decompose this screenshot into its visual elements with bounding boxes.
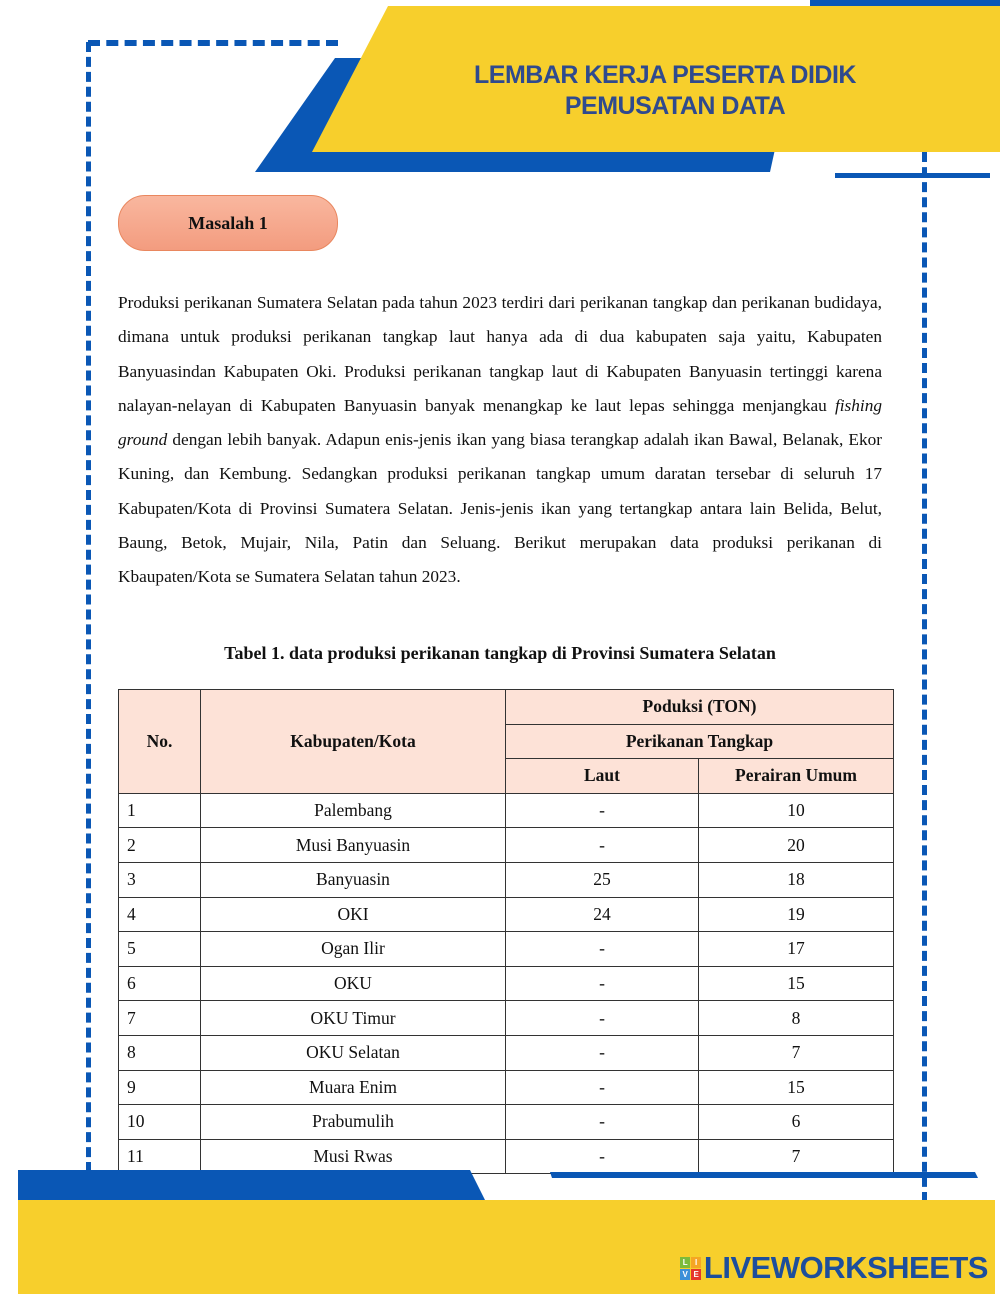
cell-no: 8: [119, 1035, 201, 1070]
cell-laut: -: [506, 793, 699, 828]
page-title: [400, 60, 930, 122]
cell-kabupaten: OKU: [201, 966, 506, 1001]
table-row: [119, 828, 894, 863]
cell-no: 3: [119, 862, 201, 897]
liveworksheets-brand: [680, 1250, 988, 1286]
cell-umum: 15: [699, 1070, 894, 1105]
cell-no: 2: [119, 828, 201, 863]
cell-umum: 7: [699, 1139, 894, 1174]
cell-kabupaten: Muara Enim: [201, 1070, 506, 1105]
cell-kabupaten: Musi Rwas: [201, 1139, 506, 1174]
cell-umum: 15: [699, 966, 894, 1001]
paragraph-text: dengan lebih banyak. Adapun enis-jenis ikan yang biasa terangkap adalah ikan Bawal, Belanak, Ekor Kuning, dan Kembung. Sedangkan produksi perikanan tangkap umum daratan tersebar di seluruh 17 Kabupaten/Kota di Provinsi Sumatera Selatan. Jenis-jenis ikan yang tertangkap antara lain Belida, Belut, Baung, Betok, Mujair, Nila, Patin dan Seluang. Berikut merupakan data produksi perikanan di Kbaupaten/Kota se Sumatera Selatan tahun 2023.: [118, 430, 882, 587]
cell-umum: 10: [699, 793, 894, 828]
brand-text: LIVEWORKSHEETS: [703, 1250, 988, 1285]
cell-kabupaten: Ogan Ilir: [201, 932, 506, 967]
dashed-frame-top: [88, 40, 338, 46]
cell-laut: -: [506, 1035, 699, 1070]
cell-umum: 8: [699, 1001, 894, 1036]
cell-no: 10: [119, 1105, 201, 1140]
dashed-frame-left: [86, 42, 91, 1172]
cell-laut: -: [506, 1139, 699, 1174]
header-umum: Perairan Umum: [699, 759, 894, 794]
header-kabupaten: Kabupaten/Kota: [201, 690, 506, 794]
table-row: [119, 1001, 894, 1036]
table-row: [119, 793, 894, 828]
cell-umum: 17: [699, 932, 894, 967]
paragraph-text: Produksi perikanan Sumatera Selatan pada tahun 2023 terdiri dari perikanan tangkap dan perikanan budidaya, dimana untuk produksi perikanan tangkap laut hanya ada di dua kabupaten saja yaitu, Kabupaten Banyuasindan Kabupaten Oki. Produksi perikanan tangkap laut di Kabupaten Banyuasin tertinggi karena nalayan-nelayan di Kabupaten Banyuasin banyak menangkap ke laut lepas sehingga menjangkau: [118, 293, 882, 415]
cell-no: 5: [119, 932, 201, 967]
cell-umum: 7: [699, 1035, 894, 1070]
cell-laut: 25: [506, 862, 699, 897]
cell-laut: -: [506, 932, 699, 967]
table-row: [119, 1035, 894, 1070]
liveworksheets-logo-icon: L I V E: [680, 1257, 701, 1280]
cell-laut: -: [506, 1070, 699, 1105]
cell-laut: 24: [506, 897, 699, 932]
production-table: [118, 689, 894, 1174]
table-row: [119, 932, 894, 967]
cell-kabupaten: Palembang: [201, 793, 506, 828]
problem-paragraph: [118, 286, 882, 595]
header-laut: Laut: [506, 759, 699, 794]
cell-no: 7: [119, 1001, 201, 1036]
cell-kabupaten: Banyuasin: [201, 862, 506, 897]
table-row: [119, 1105, 894, 1140]
paragraph-italic: fishing ground: [118, 395, 882, 450]
cell-kabupaten: OKI: [201, 897, 506, 932]
section-label: Masalah 1: [118, 195, 338, 251]
table-row: [119, 862, 894, 897]
cell-no: 9: [119, 1070, 201, 1105]
cell-laut: -: [506, 828, 699, 863]
table-row: [119, 897, 894, 932]
cell-umum: 6: [699, 1105, 894, 1140]
title-line-1: LEMBAR KERJA PESERTA DIDIK: [474, 61, 856, 89]
cell-umum: 18: [699, 862, 894, 897]
cell-no: 4: [119, 897, 201, 932]
cell-laut: -: [506, 966, 699, 1001]
table-row: [119, 966, 894, 1001]
header-tangkap: Perikanan Tangkap: [506, 724, 894, 759]
cell-laut: -: [506, 1105, 699, 1140]
table-caption: Tabel 1. data produksi perikanan tangkap di Provinsi Sumatera Selatan: [224, 643, 776, 663]
title-line-2: PEMUSATAN DATA: [564, 92, 786, 120]
cell-kabupaten: Musi Banyuasin: [201, 828, 506, 863]
header-no: No.: [119, 690, 201, 794]
dashed-frame-right: [922, 152, 927, 1202]
cell-no: 11: [119, 1139, 201, 1174]
table-row: [119, 1070, 894, 1105]
cell-no: 1: [119, 793, 201, 828]
cell-no: 6: [119, 966, 201, 1001]
cell-umum: 20: [699, 828, 894, 863]
cell-laut: -: [506, 1001, 699, 1036]
header-produksi: Poduksi (TON): [506, 690, 894, 725]
cell-kabupaten: OKU Timur: [201, 1001, 506, 1036]
cell-umum: 19: [699, 897, 894, 932]
cell-kabupaten: Prabumulih: [201, 1105, 506, 1140]
cell-kabupaten: OKU Selatan: [201, 1035, 506, 1070]
